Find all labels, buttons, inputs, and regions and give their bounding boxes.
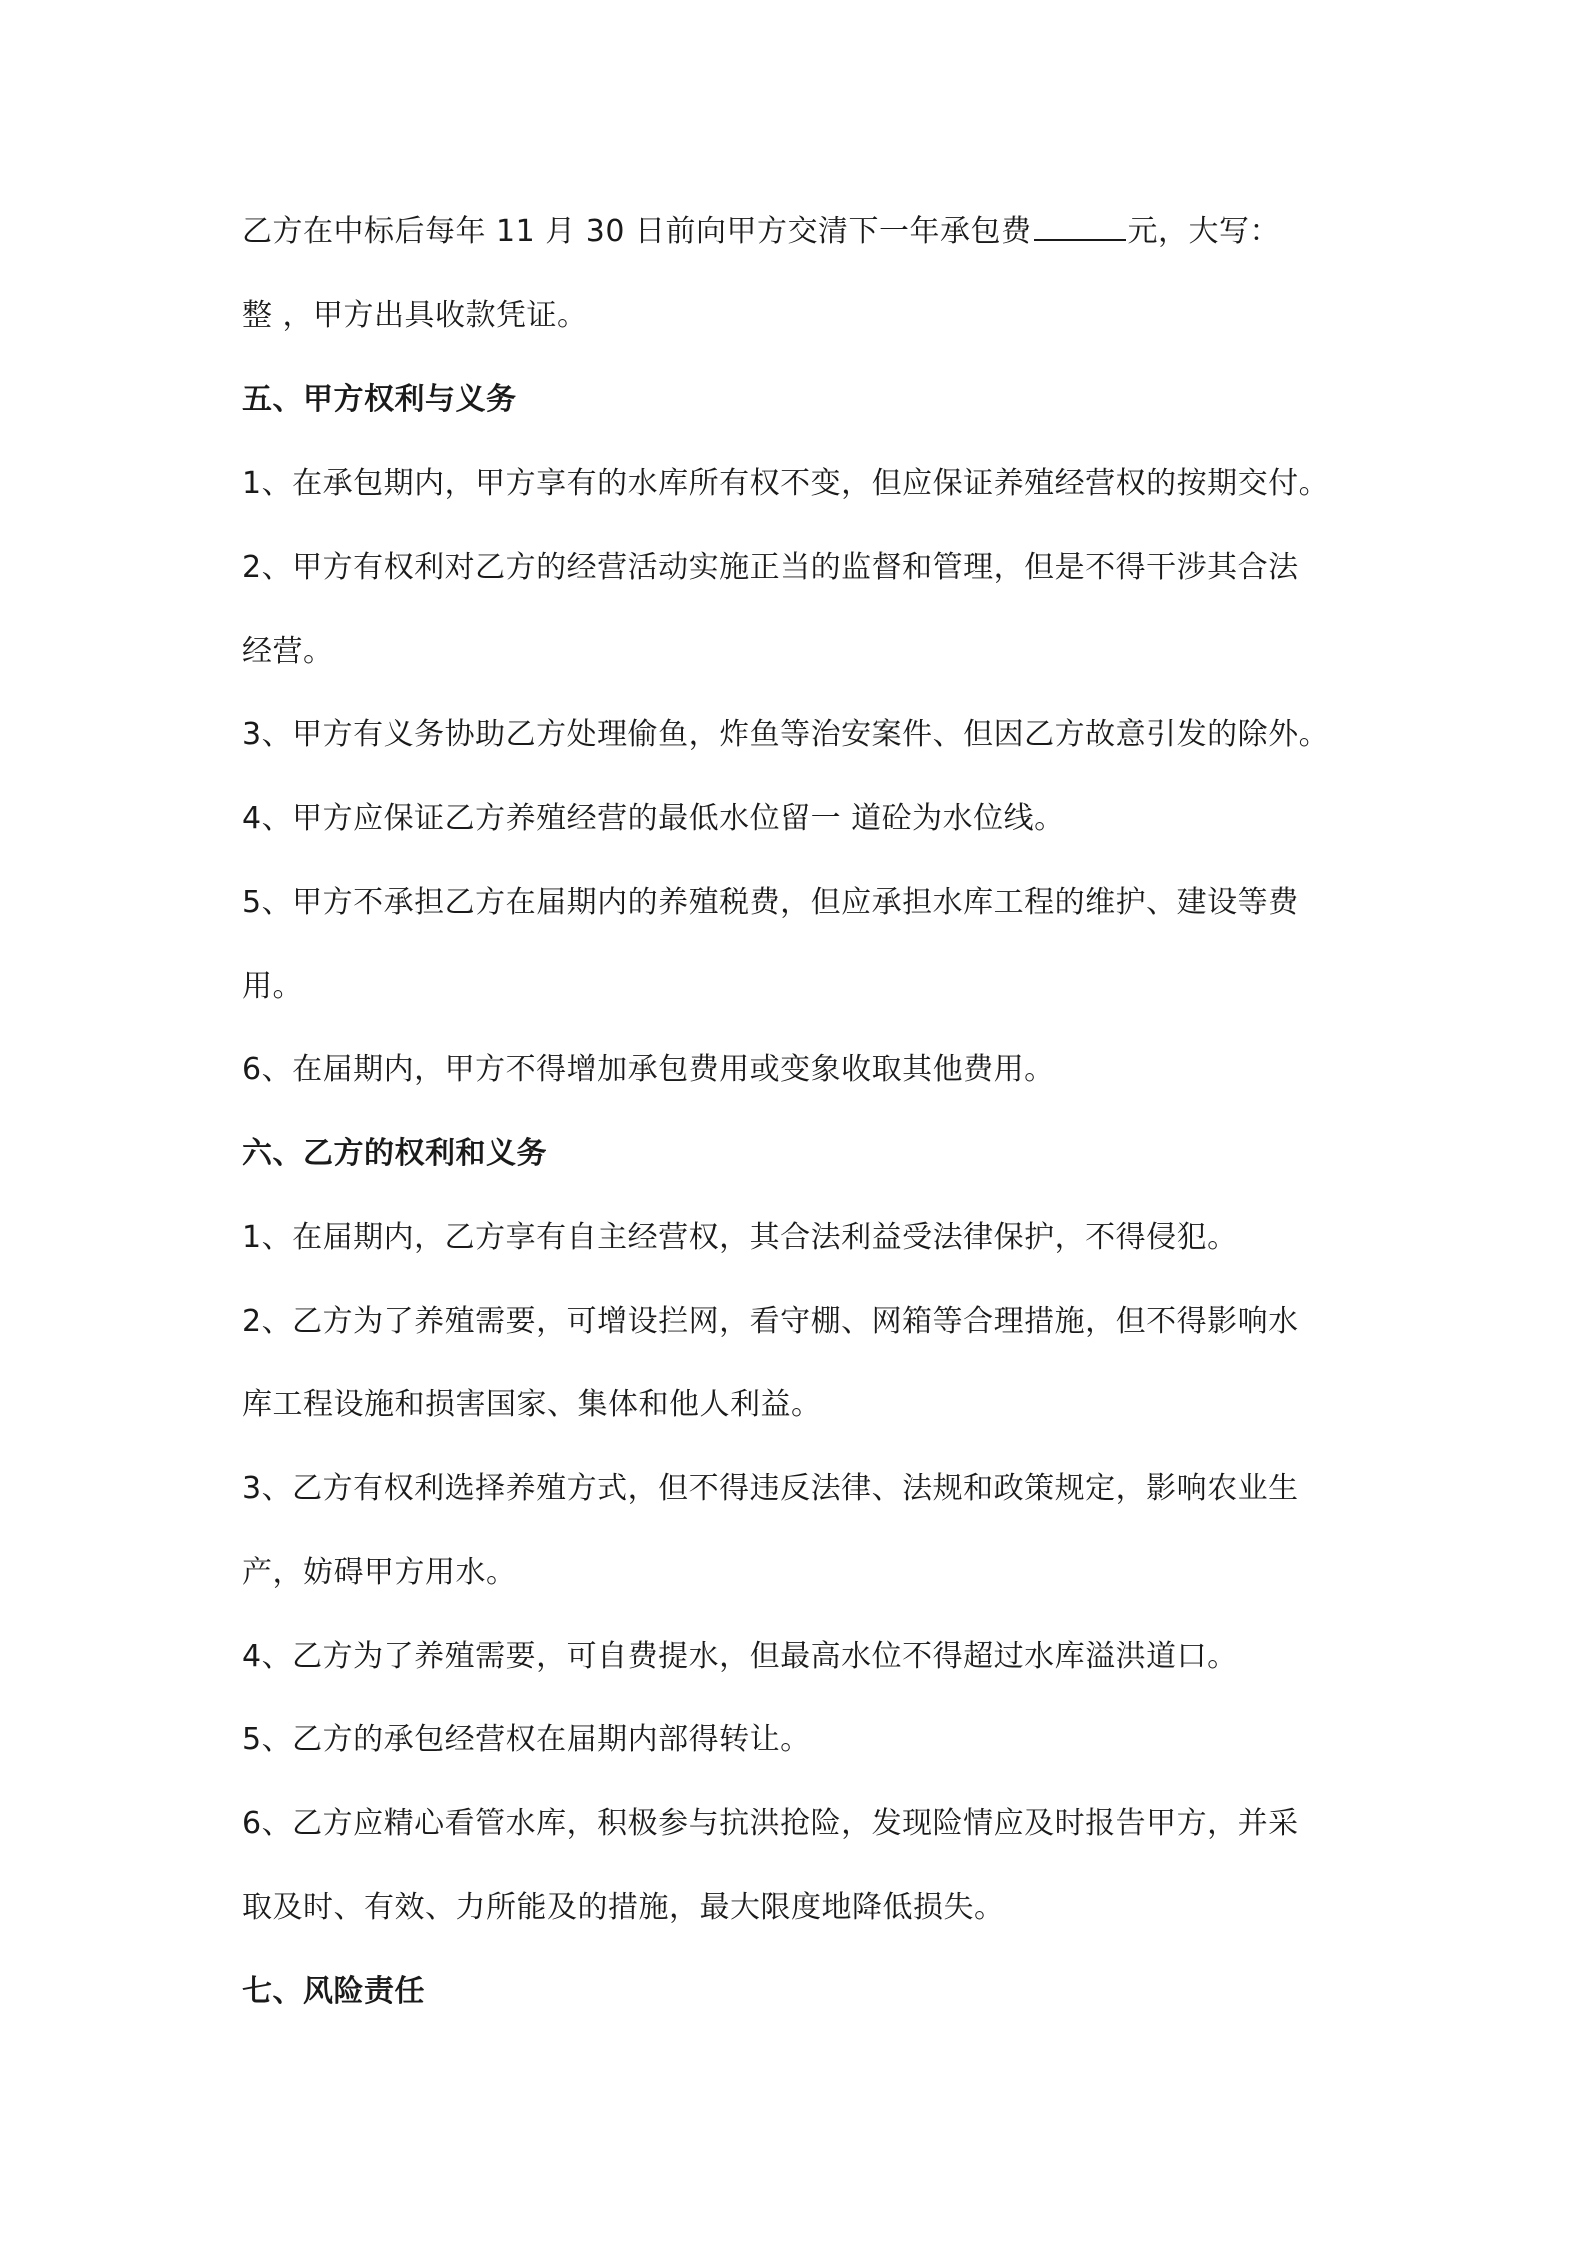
section-5-item-5-cont: 用。 — [242, 969, 303, 1004]
section-5-item-4: 4、甲方应保证乙方养殖经营的最低水位留一 道砼为水位线。 — [242, 801, 1065, 836]
fee-amount-blank — [1034, 213, 1126, 241]
paragraph-line — [242, 212, 1362, 252]
section-6-item-5: 5、乙方的承包经营权在届期内部得转让。 — [242, 1722, 811, 1757]
section-5-title: 五、甲方权利与义务 — [242, 382, 517, 417]
paragraph-line: 整 ，甲方出具收款凭证。 — [242, 298, 588, 333]
section-6-item-3-cont: 产，妨碍甲方用水。 — [242, 1555, 517, 1590]
section-6-item-6: 6、乙方应精心看管水库，积极参与抗洪抢险，发现险情应及时报告甲方，并采 — [242, 1806, 1299, 1841]
section-5-item-1: 1、在承包期内，甲方享有的水库所有权不变，但应保证养殖经营权的按期交付。 — [242, 466, 1330, 501]
section-5-item-6: 6、在届期内，甲方不得增加承包费用或变象收取其他费用。 — [242, 1052, 1055, 1087]
section-7-title: 七、风险责任 — [242, 1974, 425, 2009]
fee-sentence-end: 元，大写： — [1127, 214, 1280, 249]
section-6-item-4: 4、乙方为了养殖需要，可自费提水，但最高水位不得超过水库溢洪道口。 — [242, 1639, 1238, 1674]
section-6-item-1: 1、在届期内，乙方享有自主经营权，其合法利益受法律保护，不得侵犯。 — [242, 1220, 1238, 1255]
section-6-item-3: 3、乙方有权利选择养殖方式，但不得违反法律、法规和政策规定，影响农业生 — [242, 1471, 1299, 1506]
section-6-title: 六、乙方的权利和义务 — [242, 1136, 547, 1171]
section-5-item-5: 5、甲方不承担乙方在届期内的养殖税费，但应承担水库工程的维护、建设等费 — [242, 885, 1299, 920]
fee-sentence: 乙方在中标后每年 11 月 30 日前向甲方交清下一年承包费 — [242, 214, 1032, 249]
section-6-item-2: 2、乙方为了养殖需要，可增设拦网，看守棚、网箱等合理措施，但不得影响水 — [242, 1304, 1299, 1339]
section-5-item-3: 3、甲方有义务协助乙方处理偷鱼，炸鱼等治安案件、但因乙方故意引发的除外。 — [242, 717, 1330, 752]
section-6-item-6-cont: 取及时、有效、力所能及的措施，最大限度地降低损失。 — [242, 1890, 1005, 1925]
section-5-item-2-cont: 经营。 — [242, 634, 334, 669]
section-6-item-2-cont: 库工程设施和损害国家、集体和他人利益。 — [242, 1387, 822, 1422]
section-5-item-2: 2、甲方有权利对乙方的经营活动实施正当的监督和管理，但是不得干涉其合法 — [242, 550, 1299, 585]
